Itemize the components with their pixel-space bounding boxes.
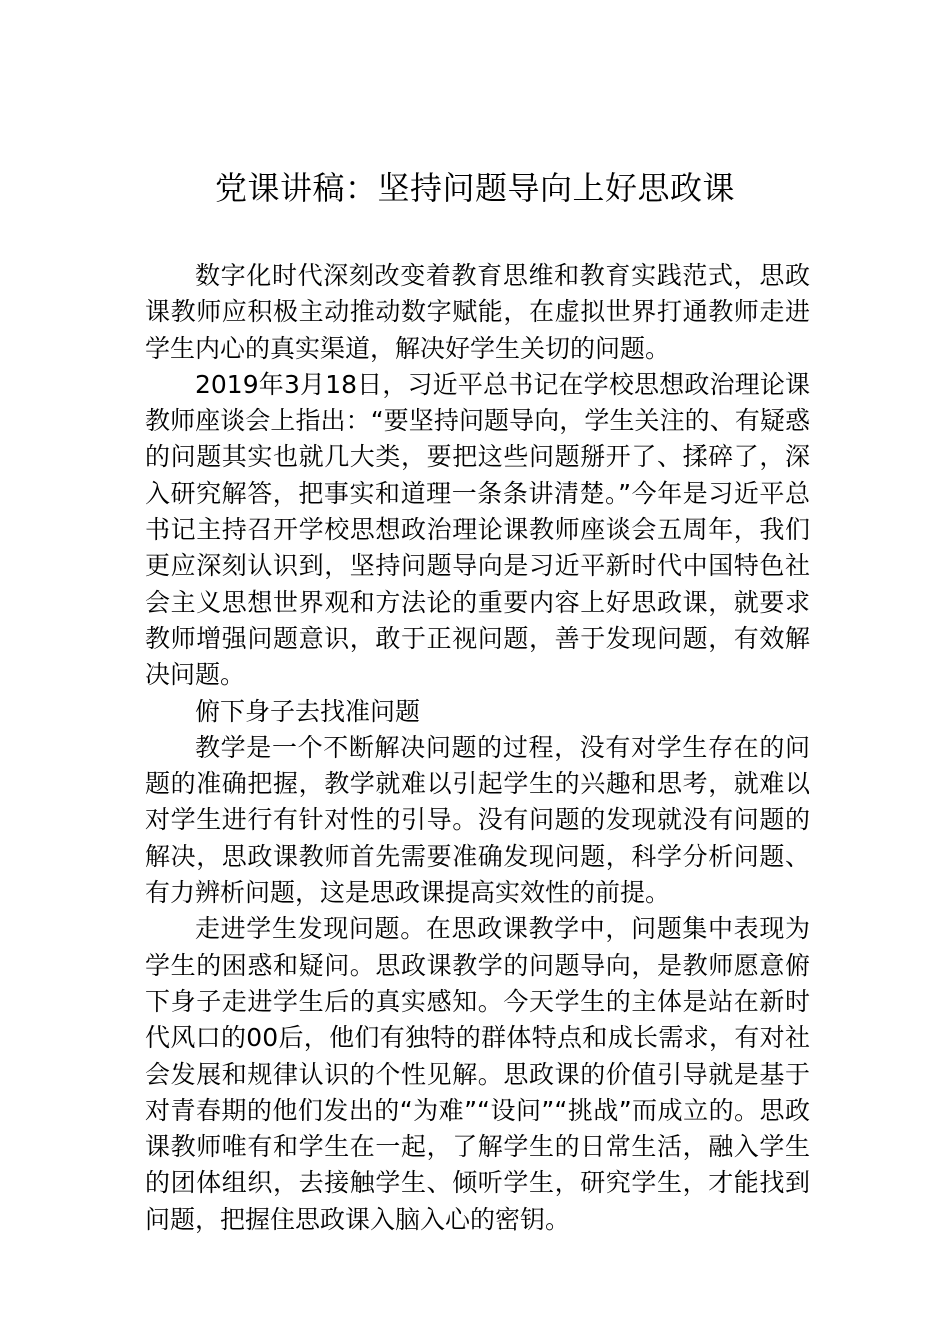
paragraph-students: 走进学生发现问题。在思政课教学中，问题集中表现为学生的困惑和疑问。思政课教学的问题导向，是教师愿意俯下身子走进学生后的真实感知。今天学生的主体是站在新时代风口的00后，他们有独特的群体特点和成长需求，有对社会发展和规律认识的个性见解。思政课的价值引导就是基于对青春期的他们发出的“为难”“设问”“挑战”而成立的。思政课教师唯有和学生在一起，了解学生的日常生活，融入学生的团体组织，去接触学生、倾听学生，研究学生，才能找到问题，把握住思政课入脑入心的密钥。	[145, 914, 810, 1234]
paragraph-quote: 2019年3月18日，习近平总书记在学校思想政治理论课教师座谈会上指出：“要坚持问题导向，学生关注的、有疑惑的问题其实也就几大类，要把这些问题掰开了、揉碎了，深入研究解答，把事实和道理一条条讲清楚。”今年是习近平总书记主持召开学校思想政治理论课教师座谈会五周年，我们更应深刻认识到，坚持问题导向是习近平新时代中国特色社会主义思想世界观和方法论的重要内容上好思政课，就要求教师增强问题意识，敢于正视问题，善于发现问题，有效解决问题。	[145, 369, 810, 690]
document-body	[145, 258, 810, 1238]
paragraph-teaching: 教学是一个不断解决问题的过程，没有对学生存在的问题的准确把握，教学就难以引起学生的兴趣和思考，就难以对学生进行有针对性的引导。没有问题的发现就没有问题的解决，思政课教师首先需要准确发现问题，科学分析问题、有力辨析问题，这是思政课提高实效性的前提。	[145, 732, 810, 908]
paragraph-intro: 数字化时代深刻改变着教育思维和教育实践范式，思政课教师应积极主动推动数字赋能，在虚拟世界打通教师走进学生内心的真实渠道，解决好学生关切的问题。	[145, 261, 810, 363]
section-heading: 俯下身子去找准问题	[195, 696, 421, 726]
document-title: 党课讲稿：坚持问题导向上好思政课	[214, 169, 735, 207]
